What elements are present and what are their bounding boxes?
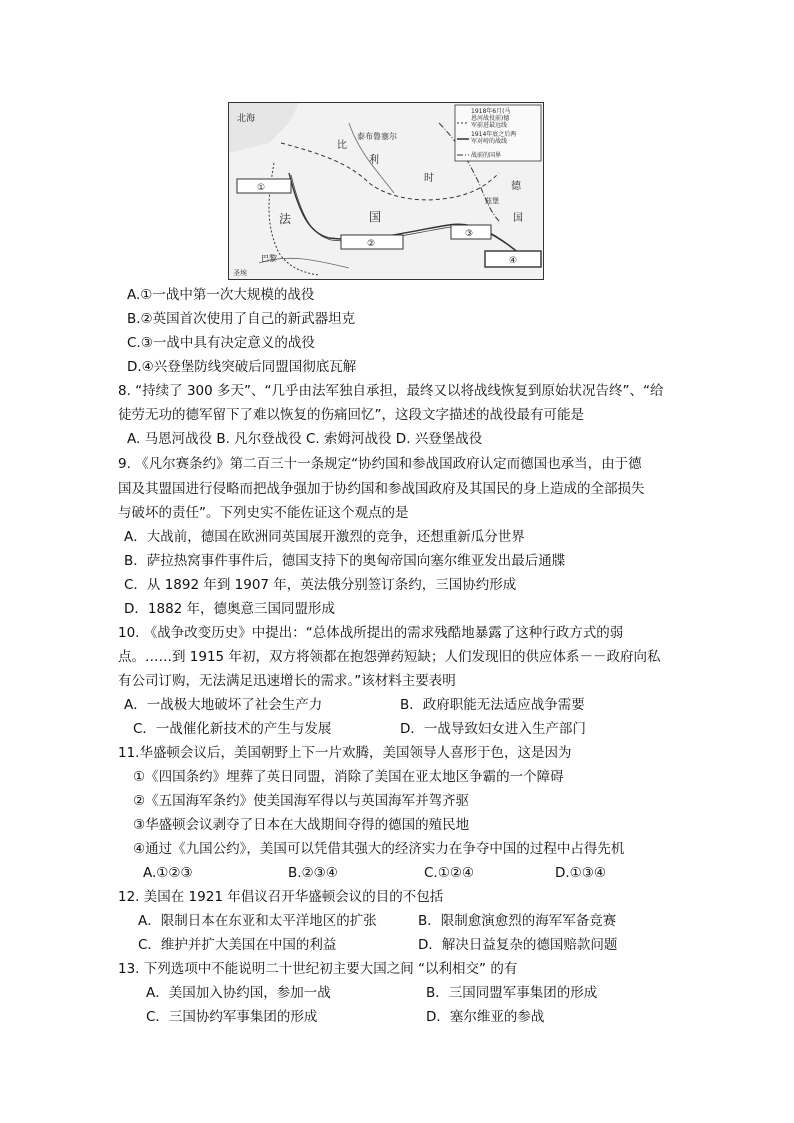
q7-option-d: D.④兴登堡防线突破后同盟国彻底瓦解 xyxy=(127,359,357,375)
q9-line1: 9. 《凡尔赛条约》第二百三十一条规定“协约国和参战国政府认定而德国也承当，由于德 xyxy=(118,456,642,472)
map-label-region-a: 比 xyxy=(337,140,347,151)
q10-line2: 点。……到 1915 年初，双方将领都在抱怨弹药短缺；人们发现旧的供应体系－－政府向私 xyxy=(118,649,661,665)
q7-option-b: B.②英国首次使用了自己的新武器坦克 xyxy=(127,311,356,327)
q11-item1: ①《四国条约》埋葬了英日同盟，消除了美国在亚太地区争霸的一个障碍 xyxy=(133,769,564,785)
q10-line1: 10. 《战争改变历史》中提出：“总体战所提出的需求残酷地暴露了这种行政方式的弱 xyxy=(118,625,624,641)
q8-options: A. 马恩河战役 B. 凡尔登战役 C. 索姆河战役 D. 兴登堡战役 xyxy=(127,431,483,447)
q10-option-b: B．政府职能无法适应战争需要 xyxy=(400,697,585,713)
q10-option-d: D．一战导致妇女进入生产部门 xyxy=(400,721,586,737)
q11-item2: ②《五国海军条约》使美国海军得以与英国海军并驾齐驱 xyxy=(133,793,470,809)
legend-line2a: 1914年底之后两 xyxy=(471,131,517,138)
map-label-germany-1: 德 xyxy=(511,181,521,192)
legend-line1a: 1918年6月(马 xyxy=(471,108,511,115)
q12-option-c: C．维护并扩大美国在中国的利益 xyxy=(138,937,337,953)
q11-item4: ④通过《九国公约》，美国可以凭借其强大的经济实力在争夺中国的过程中占得先机 xyxy=(133,841,625,857)
map-label-city-left: 圣埃 xyxy=(233,269,247,277)
q10-line3: 有公司订购，无法满足迅速增长的需求。”该材料主要表明 xyxy=(118,673,456,689)
map-label-paris: 巴黎 xyxy=(261,254,277,263)
q11-option-b: B.②③④ xyxy=(288,865,338,881)
map-label-france-1: 法 xyxy=(279,212,292,226)
q13-option-b: B．三国同盟军事集团的形成 xyxy=(426,985,598,1001)
q11-item3: ③华盛顿会议剥夺了日本在大战期间夺得的德国的殖民地 xyxy=(133,817,470,833)
q13-option-c: C．三国协约军事集团的形成 xyxy=(146,1009,318,1025)
q12-option-a: A．限制日本在东亚和太平洋地区的扩张 xyxy=(138,913,377,929)
map-label-region-b: 利 xyxy=(369,155,379,166)
q7-option-a: A.①一战中第一次大规模的战役 xyxy=(127,287,315,303)
legend-line3: 战前的国界 xyxy=(471,152,502,159)
legend-line1c: 军前进最远线 xyxy=(471,122,508,129)
map-label-sea: 北海 xyxy=(237,114,256,124)
q8-line2: 徒劳无功的德军留下了难以恢复的伤痛回忆”，这段文字描述的战役最有可能是 xyxy=(118,407,584,423)
q12-line1: 12. 美国在 1921 年倡议召开华盛顿会议的目的不包括 xyxy=(118,889,444,905)
q11-option-a: A.①②③ xyxy=(143,865,193,881)
q12-option-b: B．限制愈演愈烈的海军军备竞赛 xyxy=(418,913,617,929)
map-box-4: ④ xyxy=(509,256,518,266)
q11-option-d: D.①③④ xyxy=(555,865,606,881)
legend-line2b: 军对峙的战线 xyxy=(471,138,508,145)
q11-option-c: C.①②④ xyxy=(424,865,475,881)
q7-option-c: C.③一战中具有决定意义的战役 xyxy=(127,335,315,351)
q13-option-a: A．美国加入协约国，参加一战 xyxy=(146,985,331,1001)
map-label-france-2: 国 xyxy=(369,210,382,224)
map-box-2: ② xyxy=(367,239,376,249)
q10-option-c: C．一战催化新技术的产生与发展 xyxy=(133,721,332,737)
q8-line1: 8. “持续了 300 多天”、“几乎由法军独自承担，最终又以将战线恢复到原始状况告终”、“给 xyxy=(118,383,664,399)
q9-option-d: D．1882 年，德奥意三国同盟形成 xyxy=(124,601,336,617)
q12-option-d: D．解决日益复杂的德国赔款问题 xyxy=(418,937,618,953)
legend-line1b: 恩河战役前)德 xyxy=(471,115,510,122)
map-label-germany-2: 国 xyxy=(513,213,523,224)
battle-map xyxy=(228,102,544,280)
q9-line2: 国及其盟国进行侵略而把战争强加于协约国和参战国政府及其国民的身上造成的全部损失 xyxy=(118,481,645,497)
q11-line1: 11.华盛顿会议后，美国朝野上下一片欢腾，美国领导人喜形于色，这是因为 xyxy=(118,745,572,761)
q9-option-a: A．大战前，德国在欧洲同英国展开激烈的竞争，还想重新瓜分世界 xyxy=(124,529,525,545)
map-label-brussels: 泰布鲁塞尔 xyxy=(357,132,397,141)
q13-line1: 13. 下列选项中不能说明二十世纪初主要大国之间 “以利相交” 的有 xyxy=(118,961,518,977)
map-box-1: ① xyxy=(257,183,266,193)
q10-option-a: A．一战极大地破坏了社会生产力 xyxy=(124,697,323,713)
q9-option-c: C．从 1892 年到 1907 年，英法俄分别签订条约，三国协约形成 xyxy=(124,577,517,593)
map-box-3: ③ xyxy=(465,229,474,239)
q9-line3: 与破坏的责任”。下列史实不能佐证这个观点的是 xyxy=(118,505,409,521)
q9-option-b: B．萨拉热窝事件事件后，德国支持下的奥匈帝国向塞尔维亚发出最后通牒 xyxy=(124,553,566,569)
map-label-city-right: 兹堡 xyxy=(485,197,499,205)
map-label-region-c: 时 xyxy=(424,173,434,184)
q13-option-d: D．塞尔维亚的参战 xyxy=(426,1009,545,1025)
